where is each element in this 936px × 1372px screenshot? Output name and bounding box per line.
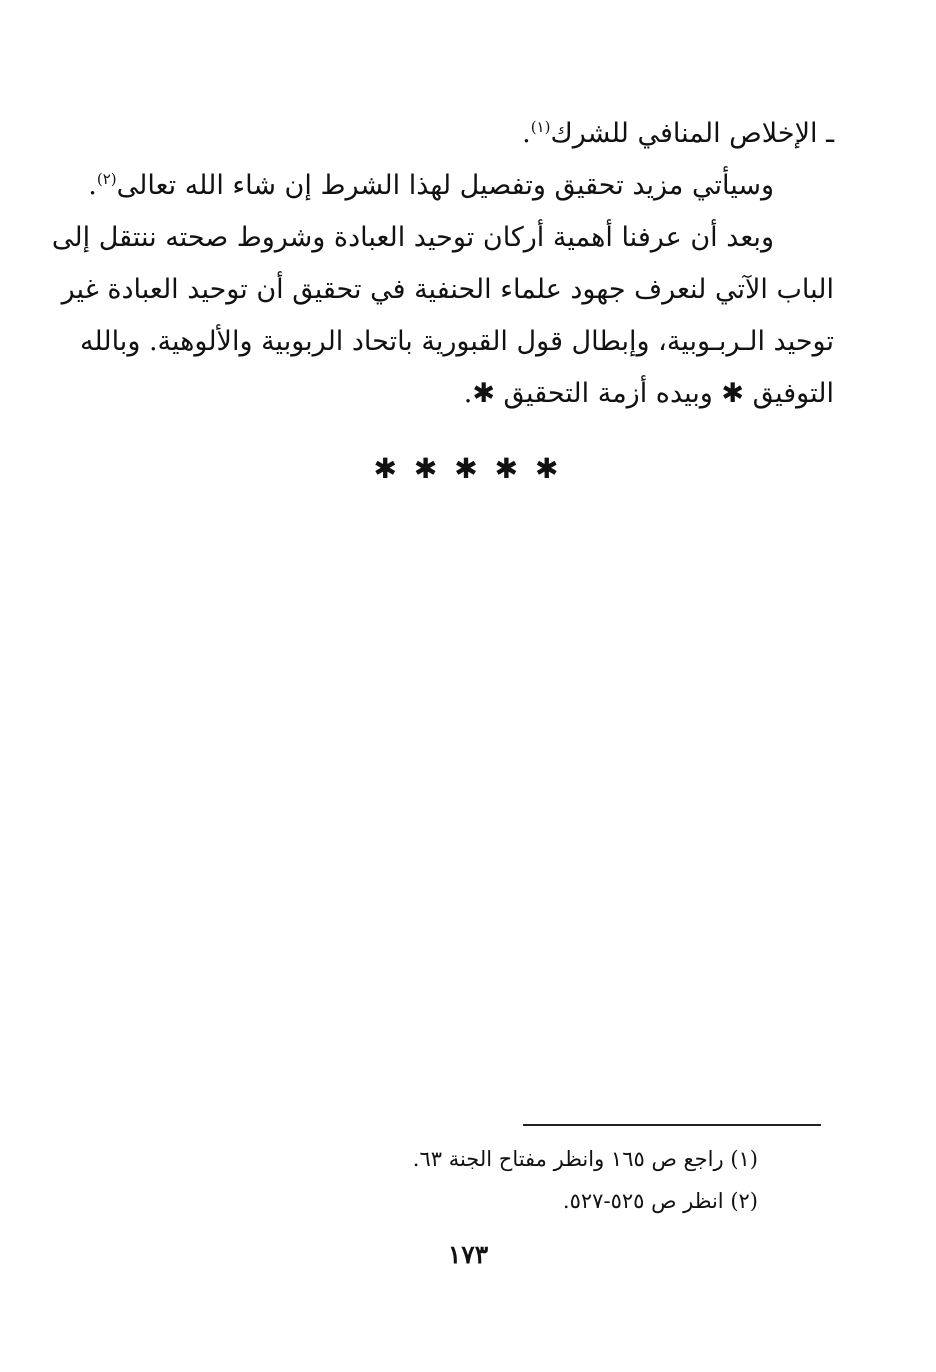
page-number: ١٧٣ — [447, 1240, 489, 1269]
text-line: توحيد الـربـوبية، وإبطال قول القبورية باتحاد الربوبية والألوهية. وبالله — [79, 326, 834, 357]
text-line: التوفيق ✱ وبيده أزمة التحقيق ✱. — [463, 378, 834, 409]
text-line — [88, 160, 834, 212]
paragraph-ikhlas — [112, 108, 834, 160]
footnote-marker: (٢) — [96, 170, 117, 188]
footnotes — [360, 1138, 758, 1222]
punctuation: . — [522, 118, 531, 149]
footnote-2: (٢) انظر ص ٥٢٥-٥٢٧. — [562, 1189, 758, 1213]
section-separator: ✱ ✱ ✱ ✱ ✱ — [373, 452, 563, 485]
line-text: وسيأتي مزيد تحقيق وتفصيل لهذا الشرط إن شاء الله تعالى — [116, 170, 774, 201]
footnote-divider — [523, 1124, 821, 1126]
main-text — [51, 108, 834, 420]
text-line: الباب الآتي لنعرف جهود علماء الحنفية في تحقيق أن توحيد العبادة غير — [61, 274, 834, 305]
footnote-marker: (١) — [530, 118, 551, 136]
paragraph-further — [88, 160, 834, 212]
footnote-1: (١) راجع ص ١٦٥ وانظر مفتاح الجنة ٦٣. — [412, 1147, 758, 1171]
text-line — [112, 108, 834, 160]
line-text: ـ الإخلاص المنافي للشرك — [550, 118, 834, 149]
punctuation: . — [88, 170, 97, 201]
text-line: وبعد أن عرفنا أهمية أركان توحيد العبادة وشروط صحته ننتقل إلى — [51, 222, 774, 253]
paragraph-conclusion — [51, 212, 834, 420]
